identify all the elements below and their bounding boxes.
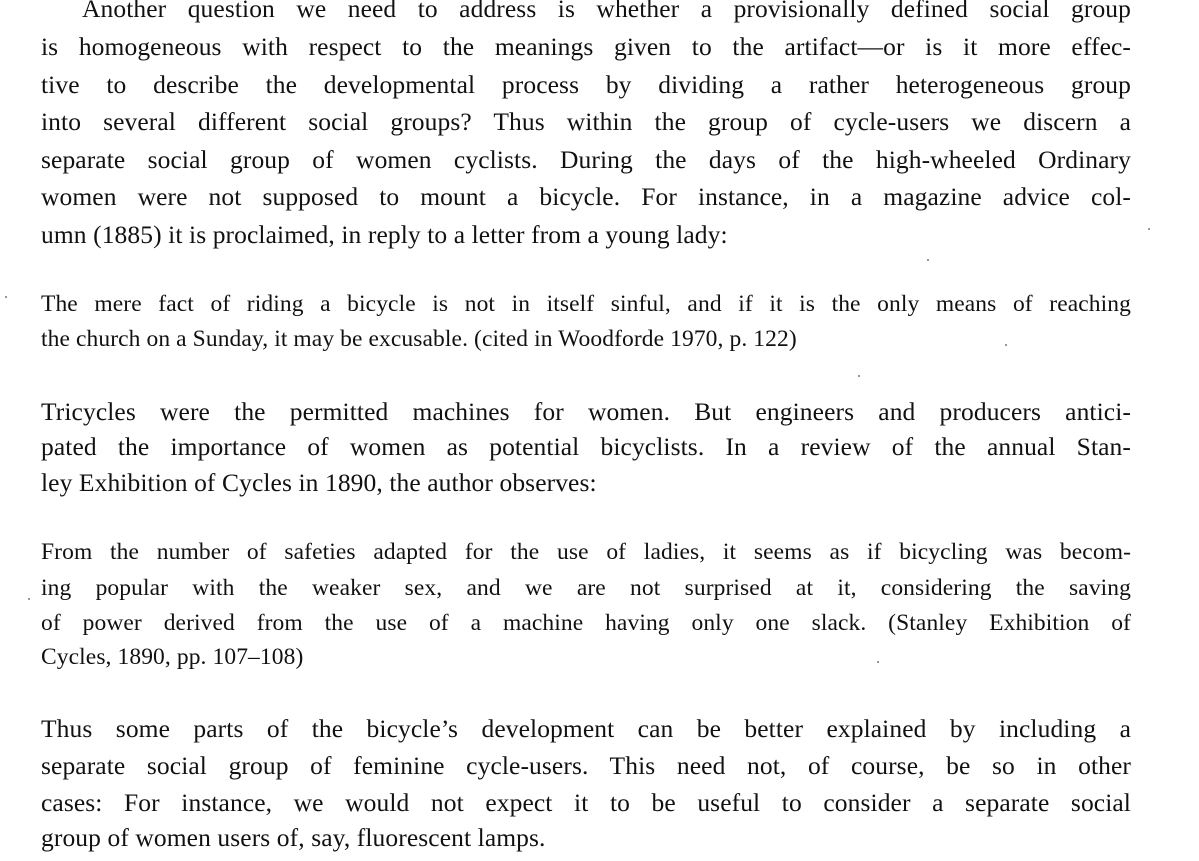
- scan-speck: [5, 296, 7, 298]
- paragraph-2-line-2: pated the importance of women as potential bicyclists. In a review of the annual Stan-: [41, 432, 1131, 461]
- paragraph-2-line-1: Tricycles were the permitted machines for women. But engineers and producers antici-: [41, 397, 1131, 426]
- quote-2-line-4: Cycles, 1890, pp. 107–108): [41, 644, 304, 670]
- paragraph-1-line-4: into several different social groups? Thus within the group of cycle-users we discern a: [41, 107, 1131, 136]
- quote-2-line-1: From the number of safeties adapted for the use of ladies, it seems as if bicycling was becom-: [41, 539, 1131, 565]
- scan-speck: [877, 661, 879, 663]
- paragraph-3-line-1: Thus some parts of the bicycle’s development can be better explained by including a: [41, 714, 1131, 743]
- scan-speck: [927, 259, 929, 261]
- paragraph-1-line-6: women were not supposed to mount a bicycle. For instance, in a magazine advice col-: [41, 182, 1131, 211]
- scan-speck: [28, 598, 30, 600]
- quote-2-line-3: of power derived from the use of a machine having only one slack. (Stanley Exhibition of: [41, 610, 1131, 636]
- quote-1-line-1: The mere fact of riding a bicycle is not in itself sinful, and if it is the only means of reaching: [41, 291, 1131, 317]
- paragraph-1-line-5: separate social group of women cyclists. During the days of the high-wheeled Ordinary: [41, 145, 1131, 174]
- scan-speck: [1148, 228, 1150, 230]
- paragraph-1-line-2: is homogeneous with respect to the meanings given to the artifact—or is it more effec-: [41, 32, 1131, 61]
- paragraph-2-line-3: ley Exhibition of Cycles in 1890, the author observes:: [41, 468, 597, 497]
- quote-1-line-2: the church on a Sunday, it may be excusable. (cited in Woodforde 1970, p. 122): [41, 326, 797, 352]
- paragraph-3-line-3: cases: For instance, we would not expect it to be useful to consider a separate social: [41, 788, 1131, 817]
- quote-2-line-2: ing popular with the weaker sex, and we are not surprised at it, considering the saving: [41, 575, 1131, 601]
- paragraph-1-line-3: tive to describe the developmental process by dividing a rather heterogeneous group: [41, 70, 1131, 99]
- paragraph-3-line-4: group of women users of, say, fluorescent lamps.: [41, 823, 546, 852]
- scan-speck: [858, 375, 860, 377]
- scan-speck: [1005, 344, 1007, 346]
- paragraph-3-line-2: separate social group of feminine cycle-users. This need not, of course, be so in other: [41, 751, 1131, 780]
- paragraph-1-line-1: Another question we need to address is whether a provisionally defined social group: [82, 0, 1131, 23]
- paragraph-1-line-7: umn (1885) it is proclaimed, in reply to a letter from a young lady:: [41, 220, 728, 249]
